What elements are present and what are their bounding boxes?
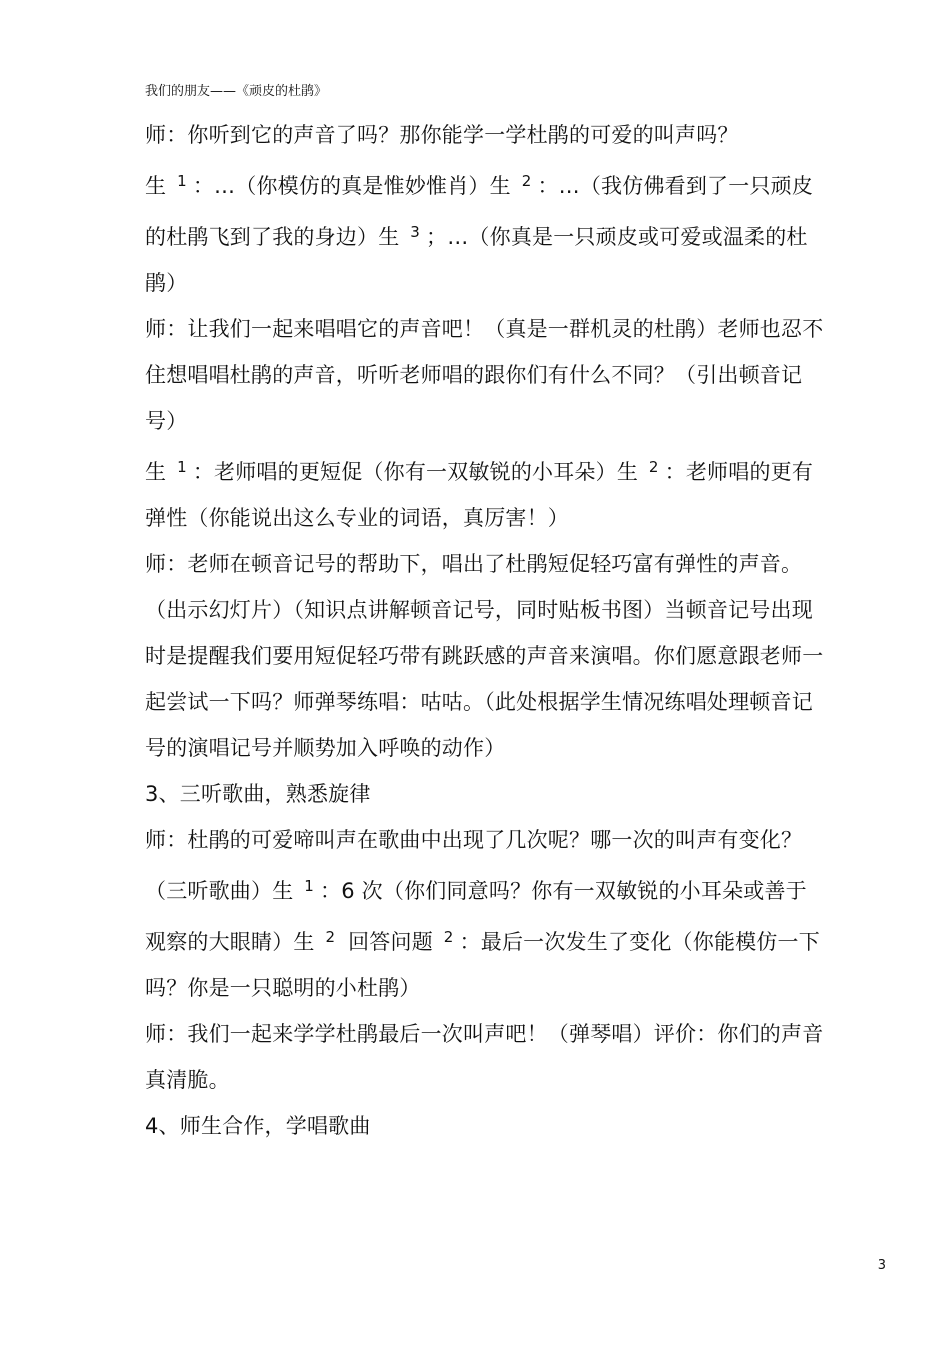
text-run: ：6 次（你们同意吗？你有一双敏锐的小耳朵或善于观察的大眼睛）生 [145,879,807,954]
student-number: 1 [177,458,187,476]
document-body [145,112,825,1149]
text-run: ；…（你真是一只顽皮或可爱或温柔的杜鹃） [145,225,808,295]
student-number: 2 [648,458,659,476]
text-run: ：老师唱的更有弹性（你能说出这么专业的词语，真厉害！） [145,460,814,530]
paragraph-student-answers [145,444,825,541]
paragraph-sing-together: 师：让我们一起来唱唱它的声音吧！（真是一群机灵的杜鹃）老师也忍不住想唱唱杜鹃的声音，听听老师唱的跟你们有什么不同？（引出顿音记号） [145,317,824,433]
paragraph-last-call: 师：我们一起来学学杜鹃最后一次叫声吧！（弹琴唱）评价：你们的声音真清脆。 [145,1022,824,1092]
student-number: 3 [410,223,421,241]
section-heading-4: 4、师生合作，学唱歌曲 [145,1114,371,1138]
text-run: ：老师唱的更短促（你有一双敏锐的小耳朵）生 [192,460,645,484]
text-run: 生 [145,460,174,484]
paragraph-staccato-explanation: 师：老师在顿音记号的帮助下，唱出了杜鹃短促轻巧富有弹性的声音。（出示幻灯片）（知识点讲解顿音记号，同时贴板书图）当顿音记号出现时是提醒我们要用短促轻巧带有跳跃感的声音来演唱。你们愿意跟老师一起尝试一下吗？师弹琴练唱：咕咕。（此处根据学生情况练唱处理顿音记号的演唱记号并顺势加入呼唤的动作） [145,552,824,760]
text-run: 师：杜鹃的可爱啼叫声在歌曲中出现了几次呢？哪一次的叫声有变化？（三听歌曲）生 [145,828,803,903]
text-run: 生 [145,174,174,198]
student-number: 1 [304,877,315,895]
text-run: ：…（我仿佛看到了一只顽皮的杜鹃飞到了我的身边）生 [145,174,814,249]
text-run: 回答问题 [341,930,440,954]
student-number: 2 [325,928,336,946]
question-number: 2 [443,928,454,946]
paragraph-student-imitations [145,158,825,306]
running-header: 我们的朋友——《顽皮的杜鹃》 [145,84,328,99]
text-run: ：…（你模仿的真是惟妙惟肖）生 [192,174,518,198]
page-number: 3 [877,1258,886,1273]
text-run: ：最后一次发生了变化（你能模仿一下吗？你是一只聪明的小杜鹃） [145,930,820,1000]
student-number: 1 [177,172,187,190]
student-number: 2 [521,172,532,190]
paragraph-cuckoo-count [145,817,825,1011]
section-heading-3: 3、三听歌曲，熟悉旋律 [145,782,371,806]
paragraph-teacher-question: 师：你听到它的声音了吗？那你能学一学杜鹃的可爱的叫声吗？ [145,123,739,147]
